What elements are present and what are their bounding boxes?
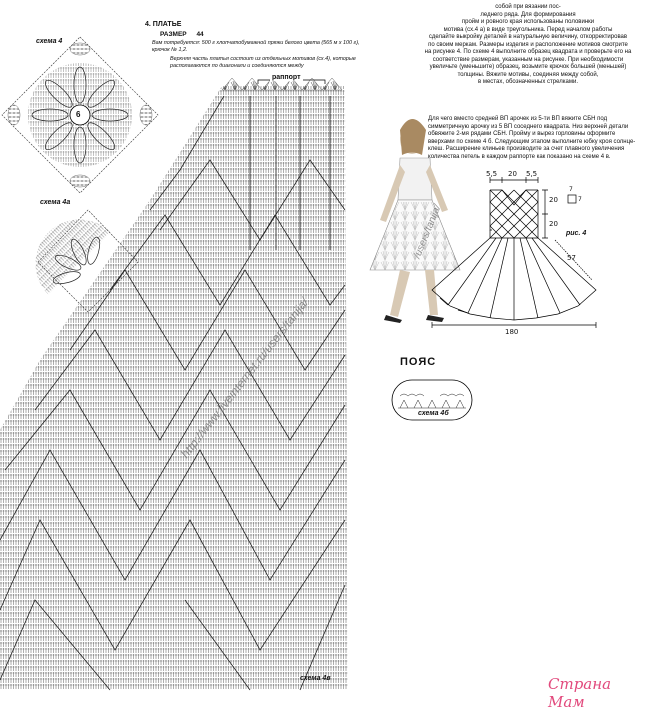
article-title: 4. ПЛАТЬЕ <box>145 21 182 28</box>
dim-top-mid: 20 <box>508 170 517 178</box>
pattern-diagram-fig4 <box>432 177 596 328</box>
dim-skirt: 57 <box>567 254 576 262</box>
scheme-4a-label: схема 4а <box>40 199 71 206</box>
dim-side-a: 20 <box>549 196 558 204</box>
rapport-label: раппорт <box>272 74 301 81</box>
intro-text: Верхняя часть платья состоит из отдельных мотивов (сх.4), которые располагаются по диагонали и соединяются между <box>170 56 356 69</box>
brand-logo: Страна Мам <box>548 675 612 711</box>
scheme-4v-label: схема 4в <box>300 675 331 682</box>
scheme-4b-label: схема 4б <box>418 410 449 417</box>
text-block-top: собой при вязании пос- леднего ряда. Для формирования пройм и ровного края использованы половинки мотива (сх.4 а) в виде треугольника. Перед началом работы сделайте выкройку деталей в натуральную величину, откорректировав по своим меркам. Размеры изделия и расположение мотивов смотрите на рисунке 4. По схеме 4 выполните образец квадрата и проверьте его на соответствие размерам, указанным на рисунке. При необходимости увеличьте (уменьшите) образец, возьмите крючок большей (меньшей) толщины. Вяжите мотивы, соединяя между собой, в местах, обозначенных стрелками. <box>424 4 632 85</box>
belt-heading: ПОЯС <box>400 356 437 368</box>
watermark-photo: /users/tanija/ <box>412 203 444 261</box>
dim-top-right: 5,5 <box>526 170 538 178</box>
dim-side-b: 20 <box>549 220 558 228</box>
text-block-middle: Для чего вместо средней ВП арочек из 5-ти ВП вяжите СБН под симметричную арочку из 5 ВП соседнего квадрата. Низ верхней детали обвяжите 2-мя рядами СБН. Пройму и вырез горловины оформите вверхами по схеме 4 б. Следующим этапом выполните юбку кроя солнце- клеш. Расширение клиньев производите за счет плавного увеличения количества петель в каждом раппорте как показано на схеме 4 в. <box>428 116 636 160</box>
skirt-chart-body <box>0 78 348 690</box>
dim-small-h: 7 <box>578 196 582 203</box>
scheme-4-label: схема 4 <box>36 38 63 45</box>
motif-center-number: 6 <box>76 110 81 119</box>
size-value: 44 <box>196 31 204 38</box>
dim-bottom: 180 <box>505 328 519 336</box>
watermark-main: http://www.liveinternet.ru/users/tanija/ <box>178 295 312 461</box>
dim-top-left: 5,5 <box>486 170 498 178</box>
fig4-label: рис. 4 <box>566 230 587 237</box>
dim-small-w: 7 <box>569 186 573 193</box>
size-label: РАЗМЕР <box>160 31 187 38</box>
materials-text: Вам потребуется: 500 г хлопчатобумажной пряжи белого цвета (565 м х 100 г), крючок № 1,2. <box>152 40 360 53</box>
size-line <box>160 31 204 38</box>
